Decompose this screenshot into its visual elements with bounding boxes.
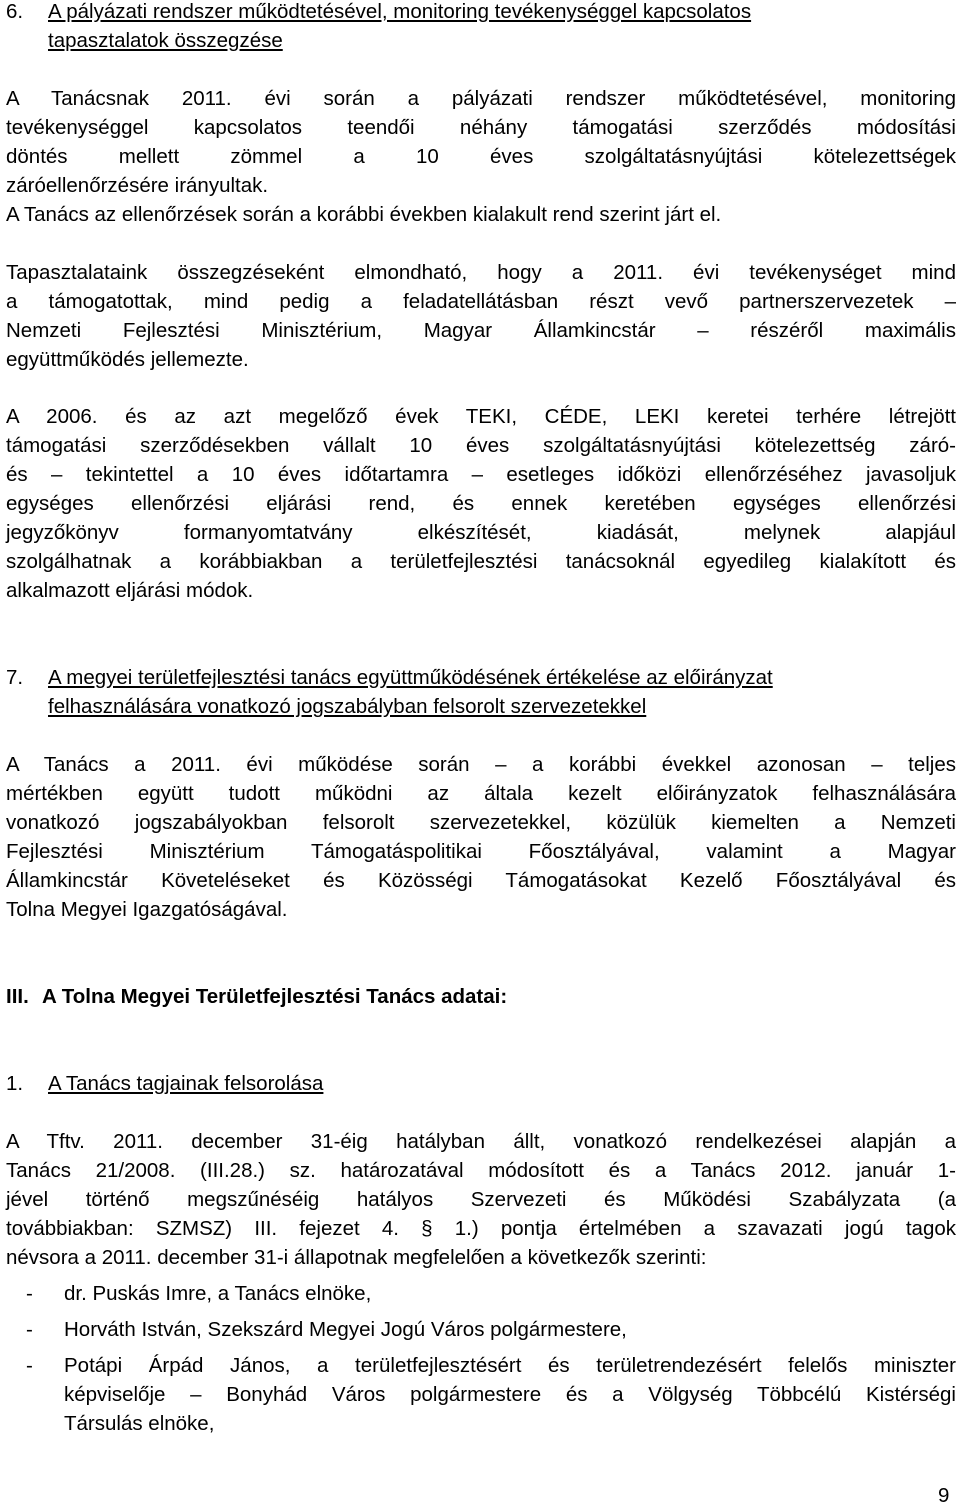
part-iii-number: III. <box>6 985 29 1008</box>
p3-line-4: együttműködés jellemezte. <box>6 348 249 371</box>
member-3-text-3: Társulás elnöke, <box>64 1412 215 1435</box>
member-1-dash: - <box>26 1282 33 1305</box>
p5-line-2: mértékben együtt tudott működni az általa kezelt előirányzatok felhasználására <box>6 782 956 805</box>
p5-line-3: vonatkozó jogszabályokban felsorolt szervezetekkel, közülük kiemelten a Nemzeti <box>6 811 956 834</box>
p1-line-1: A Tanácsnak 2011. évi során a pályázati rendszer működtetésével, monitoring <box>6 87 956 110</box>
p4-line-2: támogatási szerződésekben vállalt 10 éves szolgáltatásnyújtási kötelezettség záró- <box>6 434 956 457</box>
section-7-number: 7. <box>6 666 24 689</box>
p3-line-3: Nemzeti Fejlesztési Minisztérium, Magyar Államkincstár – részéről maximális <box>6 319 956 342</box>
page-number: 9 <box>938 1484 950 1507</box>
section-6-heading-text-1: A pályázati rendszer működtetésével, monitoring tevékenységgel kapcsolatos <box>48 0 752 23</box>
section-6-number: 6. <box>6 0 24 23</box>
section-1-number: 1. <box>6 1072 24 1095</box>
section-1-heading-text: A Tanács tagjainak felsorolása <box>48 1072 324 1095</box>
member-2-dash: - <box>26 1318 33 1341</box>
p3-line-2: a támogatottak, mind pedig a feladatellátásban részt vevő partnerszervezetek – <box>6 290 956 313</box>
p4-line-3: és – tekintettel a 10 éves időtartamra – esetleges időközi ellenőrzéséhez javasoljuk <box>6 463 956 486</box>
p4-line-7: alkalmazott eljárási módok. <box>6 579 254 602</box>
p6-line-3: jével történő megszűnéséig hatályos Szervezeti és Működési Szabályzata (a <box>6 1188 956 1211</box>
p1-line-3: döntés mellett zömmel a 10 éves szolgáltatásnyújtási kötelezettségek <box>6 145 956 168</box>
document-page <box>6 0 956 1509</box>
p1-line-4: záróellenőrzésére irányultak. <box>6 174 269 197</box>
p6-line-2: Tanács 21/2008. (III.28.) sz. határozatával módosított és a Tanács 2012. január 1- <box>6 1159 956 1182</box>
p6-line-5: névsora a 2011. december 31-i állapotnak megfelelően a következők szerinti: <box>6 1246 707 1269</box>
member-3-dash: - <box>26 1354 33 1377</box>
section-6-heading-text-2: tapasztalatok összegzése <box>48 29 283 52</box>
part-iii-title: A Tolna Megyei Területfejlesztési Tanács adatai: <box>42 985 508 1008</box>
p2-line: A Tanács az ellenőrzések során a korábbi években kialakult rend szerint járt el. <box>6 203 722 226</box>
p5-line-6: Tolna Megyei Igazgatóságával. <box>6 898 288 921</box>
member-1-text: dr. Puskás Imre, a Tanács elnöke, <box>64 1282 372 1305</box>
p4-line-5: jegyzőkönyv formanyomtatvány elkészítését, kiadását, melynek alapjául <box>6 521 956 544</box>
section-7-heading-text-1: A megyei területfejlesztési tanács együttműködésének értékelése az előirányzat <box>48 666 773 689</box>
member-3-text-2: képviselője – Bonyhád Város polgármestere és a Völgység Többcélú Kistérségi <box>64 1383 956 1406</box>
p6-line-1: A Tftv. 2011. december 31-éig hatályban állt, vonatkozó rendelkezései alapján a <box>6 1130 956 1153</box>
p4-line-6: szolgálhatnak a korábbiakban a területfejlesztési tanácsoknál egyedileg kialakított és <box>6 550 956 573</box>
p5-line-4: Fejlesztési Minisztérium Támogatáspolitikai Főosztályával, valamint a Magyar <box>6 840 956 863</box>
member-3-text-1: Potápi Árpád János, a területfejlesztésért és területrendezésért felelős miniszter <box>64 1354 956 1377</box>
p6-line-4: továbbiakban: SZMSZ) III. fejezet 4. § 1.) pontja értelmében a szavazati jogú tagok <box>6 1217 956 1240</box>
p4-line-4: egységes ellenőrzési eljárási rend, és ennek keretében egységes ellenőrzési <box>6 492 956 515</box>
p1-line-2: tevékenységgel kapcsolatos teendői néhány támogatási szerződés módosítási <box>6 116 956 139</box>
p3-line-1: Tapasztalataink összegzéseként elmondható, hogy a 2011. évi tevékenységet mind <box>6 261 956 284</box>
section-7-heading-text-2: felhasználására vonatkozó jogszabályban felsorolt szervezetekkel <box>48 695 647 718</box>
p5-line-5: Államkincstár Követeléseket és Közösségi Támogatásokat Kezelő Főosztályával és <box>6 869 956 892</box>
p4-line-1: A 2006. és az azt megelőző évek TEKI, CÉDE, LEKI keretei terhére létrejött <box>6 405 956 428</box>
member-2-text: Horváth István, Szekszárd Megyei Jogú Város polgármestere, <box>64 1318 627 1341</box>
p5-line-1: A Tanács a 2011. évi működése során – a korábbi évekkel azonosan – teljes <box>6 753 956 776</box>
